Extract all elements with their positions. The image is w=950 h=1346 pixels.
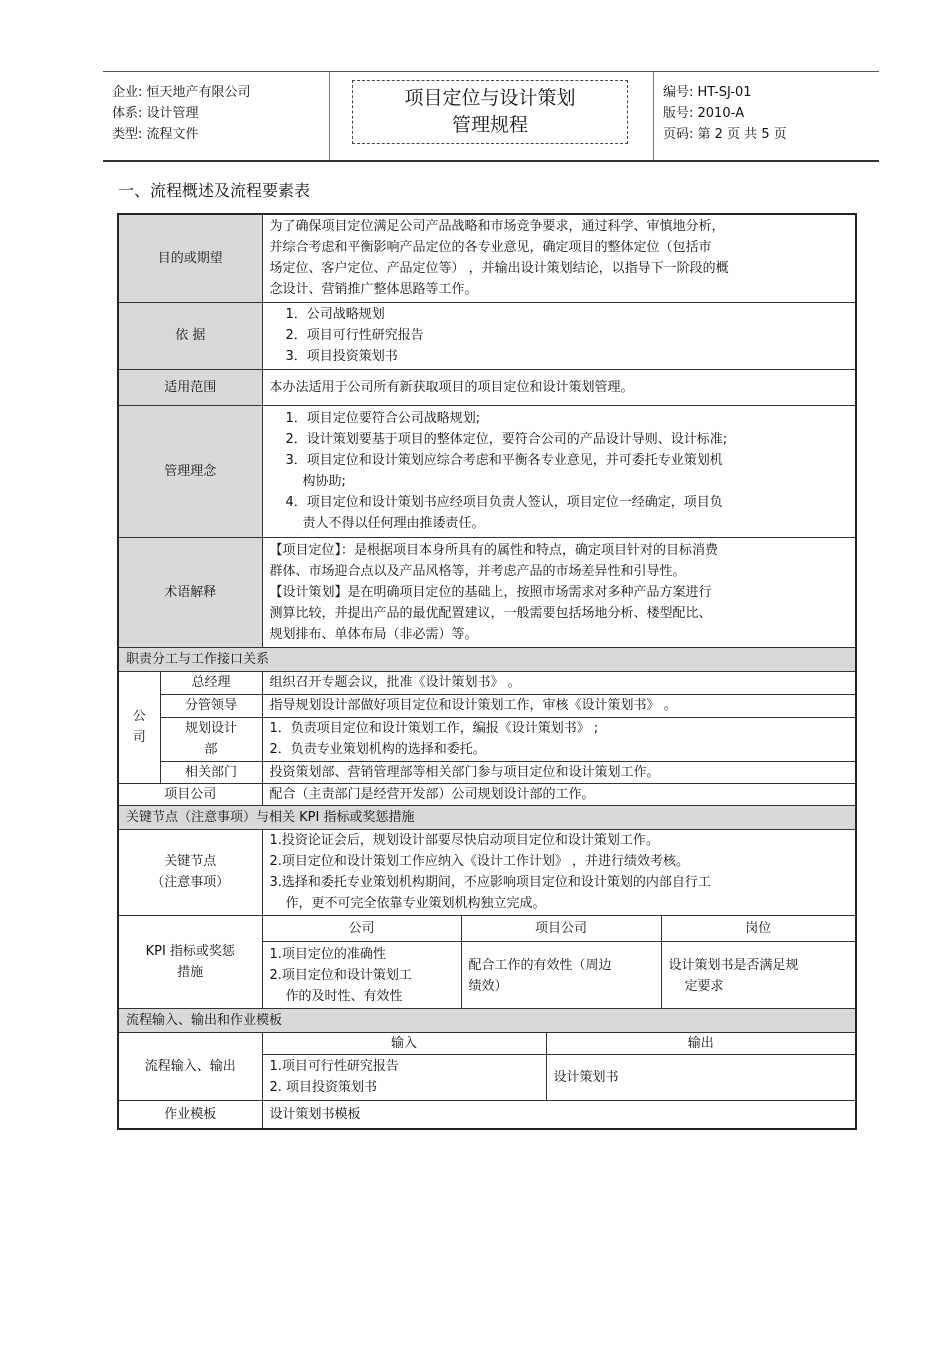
- template-value: 设计策划书模板: [262, 1100, 856, 1129]
- row-label: 目的或期望: [118, 214, 262, 302]
- io-outputs: 设计策划书: [546, 1054, 856, 1100]
- doc-version: 版号: 2010-A: [663, 106, 745, 121]
- kpi-col-head: 项目公司: [461, 915, 661, 941]
- kpi-company: 1.项目定位的准确性 2.项目定位和设计策划工 作的及时性、有效性: [262, 941, 461, 1008]
- duty-text: 组织召开专题会议，批准《设计策划书》 。: [262, 671, 856, 694]
- duty-row-project: [118, 783, 856, 805]
- band-duties: 职责分工与工作接口关系: [118, 647, 856, 671]
- duty-text: 1．负责项目定位和设计策划工作，编报《设计策划书》 ; 2．负责专业策划机构的选择和委托。: [262, 717, 856, 761]
- row-key-nodes: [118, 829, 856, 915]
- type-line: 类型: 流程文件: [112, 127, 199, 142]
- duty-role: 项目公司: [118, 783, 262, 805]
- template-row: [118, 1100, 856, 1129]
- row-label: 管理理念: [118, 405, 262, 537]
- row-concept: [118, 405, 856, 537]
- header-meta-right: [663, 82, 787, 145]
- row-basis: [118, 302, 856, 369]
- duty-text: 投资策划部、营销管理部等相关部门参与项目定位和设计策划工作。: [262, 761, 856, 783]
- kpi-header-row: [118, 915, 856, 941]
- io-label: 流程输入、输出: [118, 1032, 262, 1100]
- page-number: 页码: 第 2 页 共 5 页: [663, 127, 787, 142]
- header-divider: [329, 72, 330, 160]
- process-table: [117, 213, 857, 1130]
- company-label: 公 司: [118, 671, 160, 783]
- duty-row: [118, 717, 856, 761]
- document-header: [103, 71, 879, 162]
- template-label: 作业模板: [118, 1100, 262, 1129]
- row-scope: [118, 369, 856, 405]
- kpi-post: 设计策划书是否满足规 定要求: [661, 941, 856, 1008]
- row-content: 1．项目定位要符合公司战略规划; 2．设计策划要基于项目的整体定位，要符合公司的产品设计导则、设计标准; 3．项目定位和设计策划应综合考虑和平衡各专业意见，并可委托专业策划机 构协助; 4．项目定位和设计策划书应经项目负责人签认，项目定位一经确定，项目负 责人不得以任何理由推诿责任。: [262, 405, 856, 537]
- duty-text: 配合（主责部门是经营开发部）公司规划设计部的工作。: [262, 783, 856, 805]
- header-meta-left: [112, 82, 251, 145]
- duty-text: 指导规划设计部做好项目定位和设计策划工作，审核《设计策划书》 。: [262, 694, 856, 717]
- row-content: 为了确保项目定位满足公司产品战略和市场竞争要求，通过科学、审慎地分析， 并综合考虑和平衡影响产品定位的各专业意见，确定项目的整体定位（包括市 场定位、客户定位、产品定位等） ，并输出设计策划结论，以指导下一阶段的概 念设计、营销推广整体思路等工作。: [262, 214, 856, 302]
- row-goal: [118, 214, 856, 302]
- row-content: 本办法适用于公司所有新获取项目的项目定位和设计策划管理。: [262, 369, 856, 405]
- io-header-row: [118, 1032, 856, 1054]
- row-label: 术语解释: [118, 537, 262, 647]
- section-title: 一、流程概述及流程要素表: [118, 181, 311, 200]
- band-kpi: 关键节点（注意事项）与相关 KPI 指标或奖惩措施: [118, 805, 856, 829]
- duty-role: 分管领导: [160, 694, 262, 717]
- duty-role: 相关部门: [160, 761, 262, 783]
- kpi-project: 配合工作的有效性（周边 绩效）: [461, 941, 661, 1008]
- company-line: 企业: 恒天地产有限公司: [112, 85, 251, 100]
- row-label: 依 据: [118, 302, 262, 369]
- io-inputs: 1.项目可行性研究报告 2. 项目投资策划书: [262, 1054, 546, 1100]
- key-nodes-label: 关键节点 （注意事项）: [118, 829, 262, 915]
- duty-row: [118, 694, 856, 717]
- duty-row: [118, 761, 856, 783]
- row-terms: [118, 537, 856, 647]
- system-line: 体系: 设计管理: [112, 106, 199, 121]
- duty-row: [118, 671, 856, 694]
- duty-role: 总经理: [160, 671, 262, 694]
- kpi-col-head: 岗位: [661, 915, 856, 941]
- doc-number: 编号: HT-SJ-01: [663, 85, 752, 100]
- band-io: 流程输入、输出和作业模板: [118, 1008, 856, 1032]
- key-nodes-content: 1.投资论证会后，规划设计部要尽快启动项目定位和设计策划工作。 2.项目定位和设计策划工作应纳入《设计工作计划》 ，并进行绩效考核。 3.选择和委托专业策划机构期间，不应影响项目定位和设计策划的内部自行工 作，更不可完全依靠专业策划机构独立完成。: [262, 829, 856, 915]
- io-input-head: 输入: [262, 1032, 546, 1054]
- document-title: 项目定位与设计策划 管理规程: [352, 80, 628, 144]
- header-divider: [653, 72, 654, 160]
- row-label: 适用范围: [118, 369, 262, 405]
- duty-role: 规划设计 部: [160, 717, 262, 761]
- row-content: 【项目定位】：是根据项目本身所具有的属性和特点，确定项目针对的目标消费 群体、市场迎合点以及产品风格等，并考虑产品的市场差异性和引导性。 【设计策划】是在明确项目定位的基础上，按照市场需求对多种产品方案进行 测算比较，并提出产品的最优配置建议，一般需要包括场地分析、楼型配比、 规划排布、单体布局（非必需）等。: [262, 537, 856, 647]
- kpi-label: KPI 指标或奖惩 措施: [118, 915, 262, 1008]
- row-content: 1．公司战略规划 2．项目可行性研究报告 3．项目投资策划书: [262, 302, 856, 369]
- kpi-col-head: 公司: [262, 915, 461, 941]
- io-output-head: 输出: [546, 1032, 856, 1054]
